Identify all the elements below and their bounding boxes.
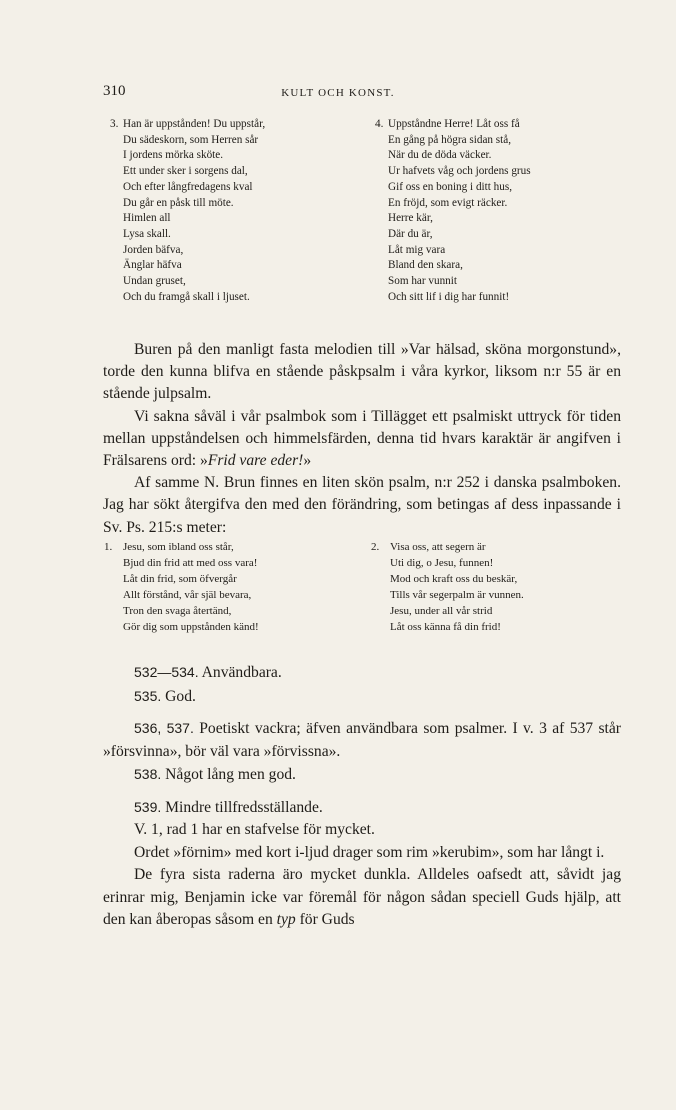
verse-line: Och sitt lif i dig har funnit! bbox=[388, 290, 510, 303]
verse-line: Du går en påsk till möte. bbox=[123, 196, 234, 209]
paragraph: Af samme N. Brun finnes en liten skön psalm, n:r 252 i danska psalmboken. Jag har sökt återgifva den med den förändring, som betingas af dess inpassande i Sv. Ps. 215:s meter: bbox=[103, 474, 621, 536]
verse-2 bbox=[371, 539, 524, 635]
paragraph bbox=[103, 406, 621, 473]
verse-line: Änglar häfva bbox=[123, 259, 182, 272]
verse-line: Jorden bäfva, bbox=[123, 243, 184, 256]
verse-number: 4. bbox=[375, 118, 384, 130]
verse-line: Där du är, bbox=[388, 227, 433, 240]
verse-line: Tron den svaga återtänd, bbox=[123, 605, 232, 617]
verse-line: Låt din frid, som öfvergår bbox=[123, 573, 237, 585]
verse-line: Jesu, under all vår strid bbox=[390, 605, 493, 617]
note-number: 535. bbox=[134, 687, 162, 704]
note-text: Något lång men god. bbox=[165, 766, 296, 783]
verse-line: Bland den skara, bbox=[388, 259, 463, 272]
note-text: De fyra sista raderna äro mycket dunkla. Alldeles oafsedt att, såvidt jag erinrar mig, Benjamin icke var föremål för någon sådan speciell Guds hjälp, att den kan åberopas såsom en bbox=[103, 866, 621, 928]
note-line: Ordet »förnim» med kort i-ljud drager som rim »kerubim», som har långt i. bbox=[134, 843, 605, 861]
verse-line: Allt förstånd, vår själ bevara, bbox=[123, 589, 252, 601]
verse-line: Låt mig vara bbox=[388, 243, 446, 256]
verse-line: En gång på högra sidan stå, bbox=[388, 133, 512, 146]
verse-line: Ur hafvets våg och jordens grus bbox=[388, 165, 531, 178]
verse-number: 1. bbox=[104, 541, 113, 553]
verse-number: 3. bbox=[110, 118, 119, 130]
note-entry bbox=[103, 717, 621, 763]
verse-line: Uppståndne Herre! Låt oss få bbox=[388, 118, 520, 130]
verse-line: Och du framgå skall i ljuset. bbox=[123, 290, 250, 303]
verse-line: Lysa skall. bbox=[123, 227, 171, 240]
note-line: V. 1, rad 1 har en stafvelse för mycket. bbox=[134, 821, 375, 838]
verse-line: Och efter långfredagens kval bbox=[123, 180, 253, 193]
verse-line: Gör dig som uppstånden känd! bbox=[123, 621, 259, 633]
note-entry bbox=[103, 763, 621, 787]
verse-1 bbox=[104, 539, 259, 635]
note-entry bbox=[103, 685, 621, 709]
verse-line: Undan gruset, bbox=[123, 275, 186, 288]
italic-quote: Frid vare eder! bbox=[207, 452, 304, 470]
note-entry bbox=[103, 661, 621, 685]
note-text: God. bbox=[165, 687, 196, 705]
running-title: KULT OCH KONST. bbox=[281, 87, 395, 99]
verse-line: Jesu, som ibland oss står, bbox=[123, 541, 234, 553]
note-number: 536, 537. bbox=[134, 720, 194, 736]
verse-line: Ett under sker i sorgens dal, bbox=[123, 165, 248, 178]
verse-line: Herre kär, bbox=[388, 212, 433, 225]
verse-line: Bjud din frid att med oss vara! bbox=[123, 557, 258, 569]
verse-line: Låt oss känna få din frid! bbox=[390, 621, 501, 633]
note-entry bbox=[103, 796, 621, 820]
note-line bbox=[103, 864, 621, 932]
verse-line: En fröjd, som evigt räcker. bbox=[388, 196, 508, 209]
verse-line: Uti dig, o Jesu, funnen! bbox=[390, 557, 494, 569]
verse-line: När du de döda väcker. bbox=[388, 149, 492, 162]
paragraph: Buren på den manligt fasta melodien till »Var hälsad, sköna morgonstund», torde den kunna blifva en stående påskpsalm i våra kyrkor, liksom n:r 55 är en stående julpsalm. bbox=[103, 341, 621, 403]
verse-line: Visa oss, att segern är bbox=[390, 541, 486, 553]
italic-word: typ bbox=[276, 911, 296, 928]
verse-line: I jordens mörka sköte. bbox=[123, 149, 224, 162]
verse-line: Som har vunnit bbox=[388, 275, 457, 288]
verse-number: 2. bbox=[371, 541, 380, 553]
verse-line: Du sädeskorn, som Herren sår bbox=[123, 133, 259, 146]
verse-line: Gif oss en boning i ditt hus, bbox=[388, 180, 512, 193]
verse-line: Himlen all bbox=[123, 212, 171, 225]
note-text: Användbara. bbox=[201, 664, 282, 681]
note-number: 538. bbox=[134, 766, 162, 782]
verse-line: Mod och kraft oss du beskär, bbox=[390, 573, 518, 585]
paragraph-text: » bbox=[303, 452, 312, 470]
verse-3 bbox=[110, 117, 266, 305]
verse-4 bbox=[375, 117, 531, 305]
note-number: 539. bbox=[134, 798, 162, 815]
verse-line: Han är uppstånden! Du uppstår, bbox=[123, 118, 266, 130]
note-number: 532—534. bbox=[134, 664, 199, 680]
verse-line: Tills vår segerpalm är vunnen. bbox=[390, 589, 524, 601]
hymn-notes bbox=[103, 661, 621, 932]
body-text bbox=[103, 339, 621, 539]
note-text: Mindre tillfredsställande. bbox=[165, 798, 323, 816]
note-text: Poetiskt vackra; äfven användbara som psalmer. I v. 3 af 537 står »försvinna», bör väl vara »förvissna». bbox=[103, 720, 621, 760]
page-number: 310 bbox=[103, 83, 126, 99]
paragraph-text: Vi sakna såväl i vår psalmbok som i Tillägget ett psalmiskt uttryck för tiden mellan uppståndelsen och himmelsfärden, denna tid hvars karaktär är angifven i Frälsarens ord: » bbox=[103, 407, 621, 470]
note-text: för Guds bbox=[295, 911, 355, 928]
